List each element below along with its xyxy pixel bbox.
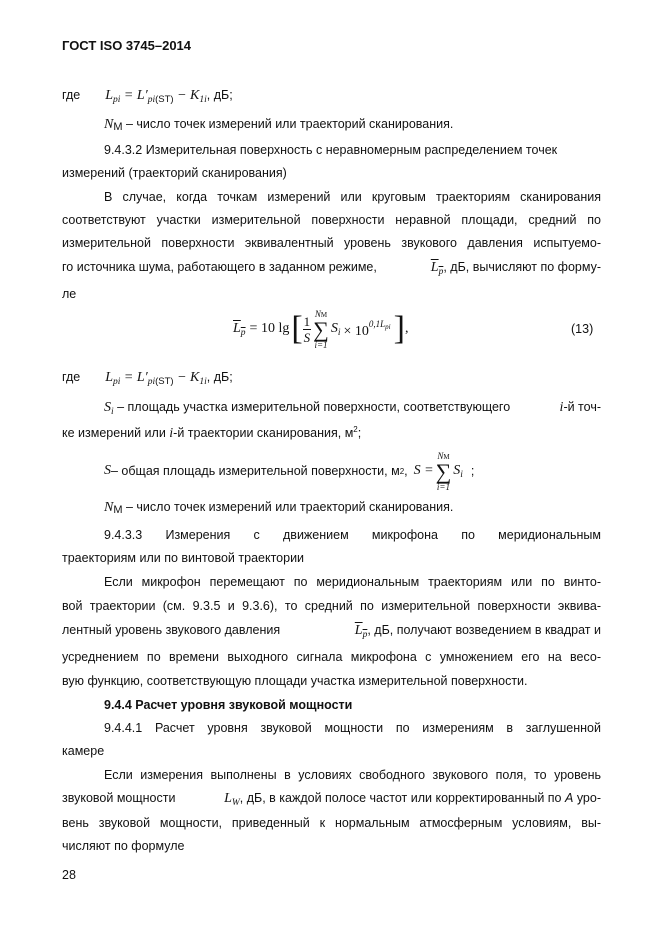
para3-line3: вень звуковой мощности, приведенный к нормальным атмосферным условиям, вы-: [62, 816, 601, 830]
section-9432-heading-cont: измерений (траекторий сканирования): [62, 166, 287, 180]
section-9433-heading-cont: траекториям или по винтовой траектории: [62, 551, 305, 565]
para2-line3: лентный уровень звукового давления $L_p$, дБ, получают возведением в квадрат и: [62, 623, 601, 640]
para2-line5: вую функцию, соответствующую площади участка измерительной поверхности.: [62, 674, 528, 688]
si-definition-line2: ке измерений или i-й траектории сканирования, $м^2$;: [62, 425, 362, 441]
para1-line5: ле: [62, 287, 77, 301]
where-line-2: где $L_{pi} = L'_{pi(ST)} - K_{1i}$, дБ;: [62, 370, 233, 387]
nm-definition-2: NM – число точек измерений или траекторий сканирования.: [104, 500, 454, 516]
document-header: ГОСТ ISO 3745–2014: [62, 38, 192, 53]
para2-line1: Если микрофон перемещают по меридиональным траекториям или по винто-: [104, 575, 601, 589]
formula-13: $L_p$ = 10 lg [ $\frac{1}{S}$ NM ∑ i=1 $S_i$ × $10^{0,1L_{pi}}$ ] ,: [233, 308, 409, 350]
section-9441-heading: 9.4.4.1 Расчет уровня звуковой мощности по измерениям в заглушенной: [104, 721, 601, 735]
para3-line1: Если измерения выполнены в условиях свободного звукового поля, то уровень: [104, 768, 601, 782]
para2-line2: вой траектории (см. 9.3.5 и 9.3.6), то средний по измерительной поверхности эквива-: [62, 599, 601, 613]
where-line-1: где $L_{pi} = L'_{pi(ST)} - K_{1i}$, дБ;: [62, 88, 233, 105]
where-label: где: [62, 88, 81, 102]
formula-lpi: $L_{pi} = L'_{pi(ST)} - K_{1i}$: [105, 88, 207, 105]
para3-line4: числяют по формуле: [62, 839, 185, 853]
nm-definition-1: NM – число точек измерений или траекторий сканирования.: [104, 117, 454, 133]
formula-13-number: (13): [571, 322, 594, 336]
para1-line3: измерительной поверхности эквивалентный уровень звукового давления испытуемо-: [62, 236, 601, 250]
section-9433-heading: 9.4.3.3 Измерения с движением микрофона по меридиональным: [104, 528, 601, 542]
section-944-heading: 9.4.4 Расчет уровня звуковой мощности: [104, 698, 353, 712]
para3-line2: звуковой мощности $L_W$, дБ, в каждой полосе частот или корректированный по A уро-: [62, 791, 601, 808]
page-number: 28: [62, 868, 76, 882]
section-9441-heading-cont: камере: [62, 744, 105, 758]
para1-line2: соответствуют участки измерительной поверхности неравной площади, средний по: [62, 213, 601, 227]
si-definition-line1: $S_i$ – площадь участка измерительной поверхности, соответствующего i-й точ-: [104, 400, 601, 417]
para2-line4: усреднением по времени выходного сигнала микрофона с умножением его на весо-: [62, 650, 601, 664]
section-9432-heading: 9.4.3.2 Измерительная поверхность с неравномерным распределением точек: [104, 143, 558, 157]
s-definition: S – общая площадь измерительной поверхности, м 2 , S = NM ∑ i=1 $S_i$ ;: [104, 450, 475, 492]
para1-line1: В случае, когда точкам измерений или круговым траекториям сканирования: [104, 190, 601, 204]
para1-line4: го источника шума, работающего в заданном режиме, $L_p$, дБ, вычисляют по форму-: [62, 260, 601, 277]
